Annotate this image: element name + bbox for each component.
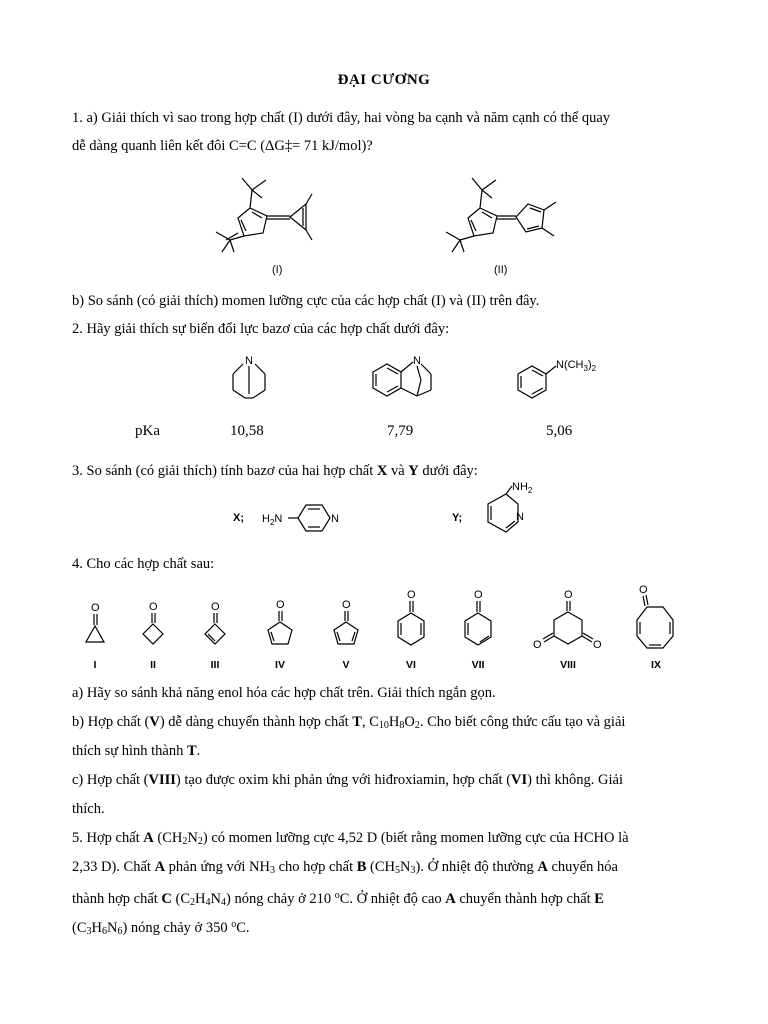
svg-text:O: O (564, 589, 573, 601)
q3-text: 3. So sánh (có giải thích) tính bazơ của hai hợp chất X và Y dưới đây: (72, 463, 478, 479)
svg-text:O: O (593, 639, 602, 651)
q4-part-b-2: thích sự hình thành T. (72, 743, 201, 759)
q5-line2: 2,33 D). Chất A phản ứng với $NH_3$ cho hợp chất B $(CH_5N_3)$. Ở nhiệt độ thường A chuyển hóa (72, 859, 618, 876)
pka-value-2: 7,79 (387, 423, 414, 439)
q1-part-b: b) So sánh (có giải thích) momen lưỡng cực của các hợp chất (I) và (II) trên đây. (72, 293, 540, 309)
compound-VI (393, 586, 429, 656)
q2-text: 2. Hãy giải thích sự biến đổi lực bazơ của các hợp chất dưới đây: (72, 321, 450, 337)
structure-Y (478, 480, 558, 540)
svg-text:O: O (211, 601, 220, 613)
svg-text:N: N (516, 511, 524, 523)
pka-value-3: 5,06 (546, 423, 573, 439)
structure-II (430, 168, 580, 258)
compound-III (200, 598, 230, 653)
compound-label-III: III (210, 659, 220, 671)
compound-IV (262, 596, 298, 654)
pka-value-1: 10,58 (230, 423, 264, 439)
compound-V (328, 596, 364, 654)
q5-line4: $(C_3H_6N_6)$ nóng chảy ở 350 $^o$C. (72, 919, 250, 937)
compound-label-VII: VII (471, 659, 485, 671)
q4-text: 4. Cho các hợp chất sau: (72, 556, 215, 572)
compound-IX (625, 580, 685, 658)
compound-label-VIII: VIII (560, 659, 576, 671)
svg-text:O: O (342, 599, 351, 611)
label-II: (II) (494, 264, 508, 276)
compound-label-IV: IV (275, 659, 285, 671)
svg-text:O: O (639, 584, 648, 596)
svg-text:NH2: $NH_2$ (512, 481, 533, 495)
svg-text:N: N (331, 513, 339, 525)
compound-II (138, 598, 168, 653)
structure-quinuclidine (225, 352, 285, 407)
svg-text:H2N: $H_2N$ (262, 513, 283, 527)
compound-I (80, 598, 110, 653)
compound-label-V: V (342, 659, 350, 671)
label-I: (I) (272, 264, 283, 276)
compound-VII (460, 586, 496, 656)
q5-line3: thành hợp chất C $(C_2H_4N_4)$ nóng chảy ở 210 $^o$C. Ở nhiệt độ cao A chuyển thành hợp chất E (72, 890, 604, 908)
q1-line1: 1. a) Giải thích vì sao trong hợp chất (I) dưới đây, hai vòng ba cạnh và năm cạnh có thể quay (72, 110, 611, 126)
svg-text:O: O (276, 599, 285, 611)
structure-dimethylaniline (510, 352, 620, 407)
label-Y: Y; (452, 512, 463, 524)
svg-text:N: N (413, 355, 421, 367)
svg-text:N(CH3)2: $N(CH_3)_2$ (556, 359, 597, 373)
page-title: ĐẠI CƯƠNG (337, 72, 431, 88)
svg-text:O: O (474, 589, 483, 601)
structure-benzoquinuclidine (365, 350, 455, 410)
q4-part-a: a) Hãy so sánh khả năng enol hóa các hợp chất trên. Giải thích ngắn gọn. (72, 685, 496, 701)
q5-line1: 5. Hợp chất A $(CH_2N_2)$ có momen lưỡng cực 4,52 D (biết rằng momen lưỡng cực của HCHO là (72, 830, 629, 847)
pka-label: pKa (135, 423, 160, 439)
compound-label-VI: VI (406, 659, 416, 671)
structure-I (200, 168, 330, 258)
svg-text:N: N (245, 355, 253, 367)
compound-VIII (527, 586, 607, 656)
compound-label-II: II (150, 659, 156, 671)
svg-text:O: O (149, 601, 158, 613)
q4-part-c-1: c) Hợp chất (VIII) tạo được oxim khi phản ứng với hiđroxiamin, hợp chất (VI) thì không. Giải (72, 772, 624, 788)
q4-part-c-2: thích. (72, 801, 105, 817)
q4-part-b-1: b) Hợp chất (V) dễ dàng chuyển thành hợp chất T, $C_{10}H_8O_2$. Cho biết công thức cấu tạo và giải (72, 714, 626, 731)
q1-line2: dễ dàng quanh liên kết đôi C=C (ΔG‡= 71 kJ/mol)? (72, 138, 373, 154)
compound-label-IX: IX (651, 659, 661, 671)
svg-text:O: O (533, 639, 542, 651)
svg-text:O: O (407, 589, 416, 601)
structure-X (262, 495, 362, 540)
compound-label-I: I (93, 659, 97, 671)
label-X: X; (233, 512, 244, 524)
svg-text:O: O (91, 602, 100, 614)
